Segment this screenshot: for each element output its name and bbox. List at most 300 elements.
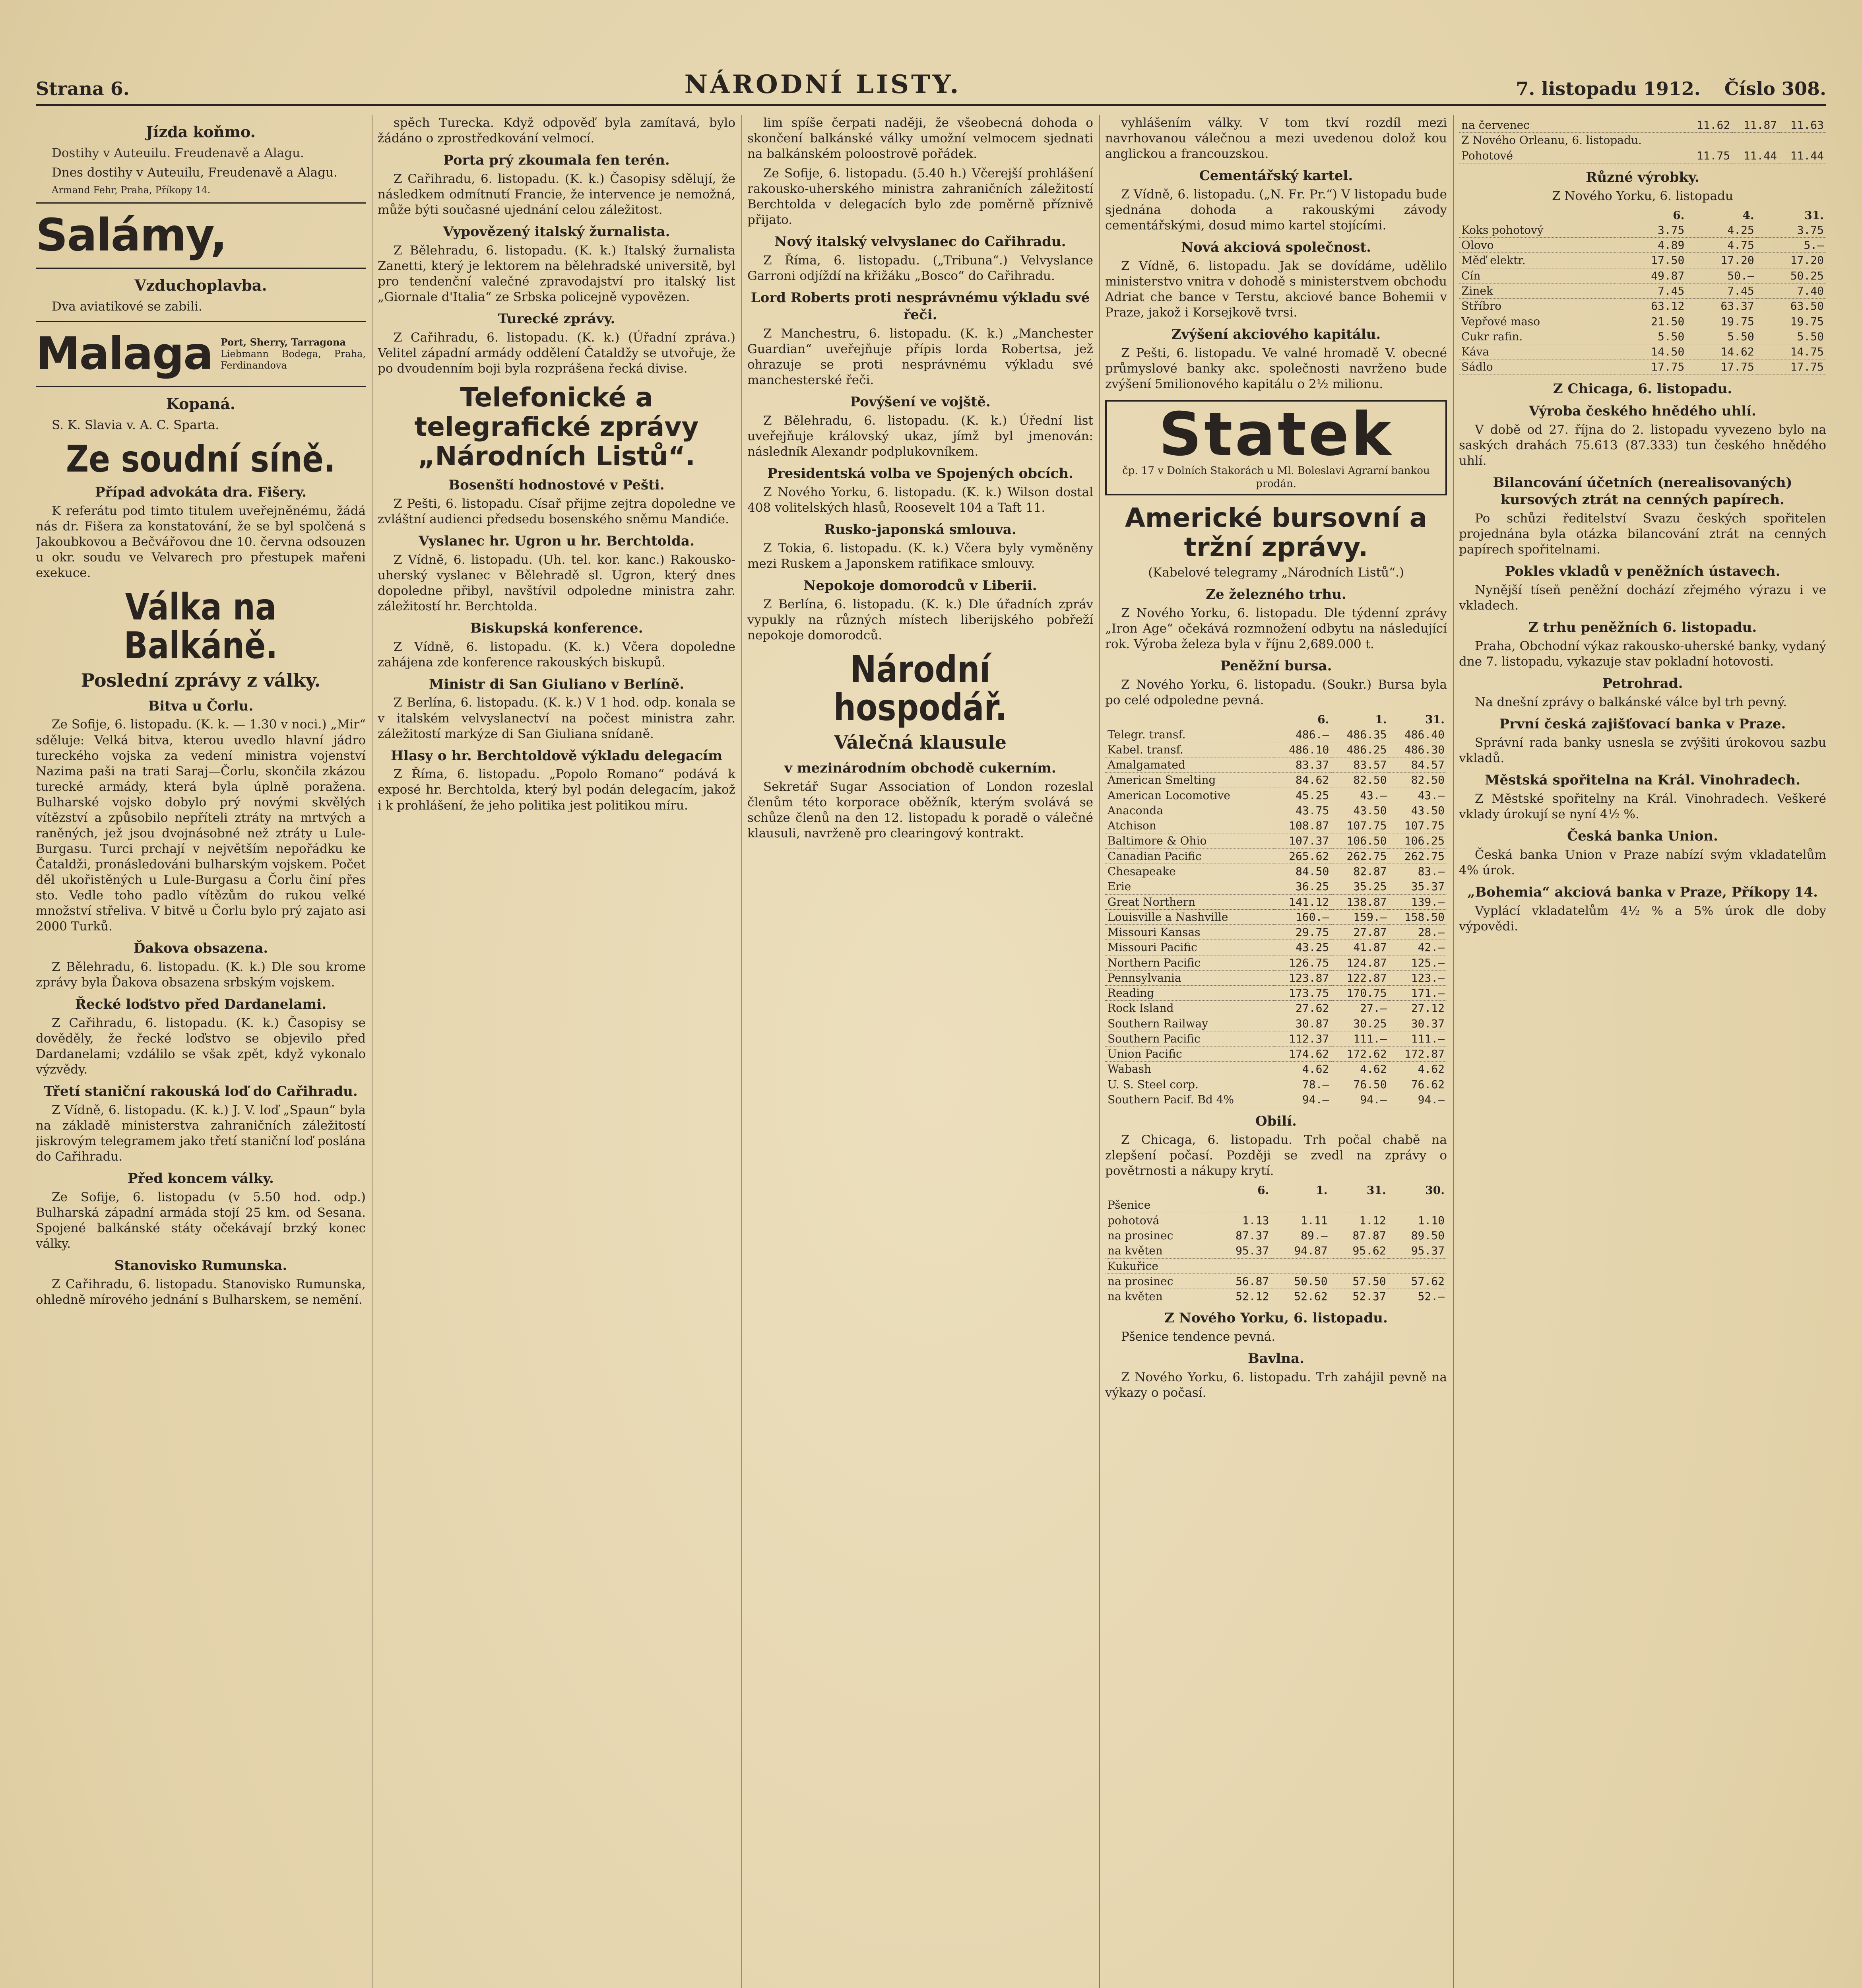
table-cell: 486.10 [1274,742,1331,757]
article-nepokoje: Z Berlína, 6. listopadu. (K. k.) Dle úřadních zpráv vypukly na různých místech liberijského pobřeží nepokoje domorodců. [747,597,1093,643]
article-novy-velvyslanec: Z Říma, 6. listopadu. („Tribuna“.) Velvyslance Garroni odjíždí na křižáku „Bosco“ do Cařihradu. [747,253,1093,283]
table-cell: 11.44 [1732,148,1779,163]
table-cell: 43.— [1389,788,1447,803]
table-cell: 21.50 [1617,314,1687,329]
table-cell: 17.20 [1687,253,1756,268]
table-row [1105,773,1447,788]
table-cell: 173.75 [1274,986,1331,1001]
table-cell [1779,133,1826,148]
table-cell: 83.— [1389,864,1447,879]
table-row [1459,359,1826,375]
table-cell: 138.87 [1331,894,1389,909]
ad-malaga-text [221,337,366,371]
article-intro-3: lim spíše čerpati naději, že všeobecná dohoda o skončení balkánské války umožní velmocem sjednati na balkánském poloostrově pořádek. [747,116,1093,161]
heading-narodni-hospodar: Národní hospodář. [833,648,1007,729]
heading-valecna-sub: v mezinárodním obchodě cukerním. [784,760,1056,777]
table-cell: 83.37 [1274,757,1331,773]
table-cell: 17.75 [1617,359,1687,375]
table-row-label: Rock Island [1105,1001,1274,1016]
table-cell: 123.87 [1274,970,1331,985]
table-cell: 50.25 [1757,268,1826,283]
table-cell: 14.62 [1687,344,1756,359]
article-mestska: Z Městské spořitelny na Král. Vinohradech. Veškeré vklady úrokují se nyní 4½ %. [1459,791,1826,821]
table-cell: 107.37 [1274,833,1331,848]
table-row-label: Olovo [1459,238,1617,253]
table-cell: 4.75 [1687,238,1756,253]
heading-zvyseni: Zvýšení akciového kapitálu. [1171,326,1381,343]
article-trh-penezni: Praha, Obchodní výkaz rakousko-uherské banky, vydaný dne 7. listopadu, vykazuje stav pokladní hotovosti. [1459,639,1826,669]
table-row [1105,742,1447,757]
table-row-label: U. S. Steel corp. [1105,1077,1274,1092]
heading-porta: Porta prý zkoumala fen terén. [443,152,670,169]
article-sofie: Ze Sofije, 6. listopadu. (5.40 h.) Včerejší prohlášení rakousko-uherského ministra zahraničních záležitostí Berchtolda v delegacích bylo zde poměrně příznivě přijato. [747,166,1093,227]
table-cell: 14.50 [1617,344,1687,359]
heading-penezni: Peněžní bursa. [1220,658,1332,674]
table-cell: 486.40 [1389,727,1447,742]
table-cell: 3.75 [1757,223,1826,238]
table-row [1459,118,1826,133]
table-cell: 94.87 [1271,1243,1330,1258]
table-row [1105,757,1447,773]
table-cell: 95.37 [1213,1243,1271,1258]
heading-petrohrad: Petrohrad. [1602,676,1683,692]
ad-malaga [36,321,366,387]
heading-bitva: Bitva u Čorlu. [148,698,254,714]
table-row-label: na květen [1105,1289,1213,1304]
article-dostihy: Dnes dostihy v Auteuilu, Freudenavě a Alagu. [52,165,337,180]
ad-fehr: Armand Fehr, Praha, Příkopy 14. [52,184,211,196]
table-cell [1389,1258,1447,1274]
article-rusko-japonska: Z Tokia, 6. listopadu. (K. k.) Včera byly vyměněny mezi Ruskem a Japonskem ratifikace smlouvy. [747,541,1093,571]
table-row-label: Great Northern [1105,894,1274,909]
table-row [1459,253,1826,268]
table-row-label: Stříbro [1459,299,1617,314]
table-row [1459,329,1826,344]
table-cell: 106.25 [1389,833,1447,848]
heading-bavlna: Bavlna. [1247,1351,1305,1367]
table-cell: 63.50 [1757,299,1826,314]
article-povyseni: Z Bělehradu, 6. listopadu. (K. k.) Úřední list uveřejňuje královský ukaz, jímž byl jmenován: následník Alexandr podplukovníkem. [747,413,1093,459]
table-row [1459,314,1826,329]
table-row [1105,970,1447,985]
table-row [1105,1062,1447,1077]
table-cell: 94.— [1389,1092,1447,1107]
table-row-label: na prosinec [1105,1274,1213,1289]
heading-novy-velvyslanec: Nový italský velvyslanec do Cařihradu. [774,234,1066,250]
table-cell: 486.30 [1389,742,1447,757]
column-2 [378,115,735,1988]
table-header-cell: 1. [1316,1184,1328,1197]
table-row-label: Cín [1459,268,1617,283]
table-cell: 56.87 [1213,1274,1271,1289]
table-cell: 43.75 [1274,803,1331,818]
table-header-cell: 4. [1742,208,1754,222]
article-vypovezeny: Z Bělehradu, 6. listopadu. (K. k.) Italský žurnalista Zanetti, který je lektorem na bělehradské universitě, byl pro tendenční valečné zpravodajství pro italský list „Giornale d'Italia“ ze Srbska policejně vypovězen. [378,243,735,305]
column-1 [36,115,366,1988]
table-row [1105,1243,1447,1258]
table-row [1105,833,1447,848]
ad-salamy [36,202,366,269]
article-vzduchoplavba: Dva aviatikové se zabili. [52,299,202,314]
table-row [1105,940,1447,955]
table-row [1105,788,1447,803]
table-cell: 30.37 [1389,1016,1447,1031]
article-bitva: Ze Sofije, 6. listopadu. (K. k. — 1.30 v noci.) „Mir“ sděluje: Velká bitva, kterou uvedlo hlavní jádro tureckého vojska za vedení ministra vojenství Nazima paši na trati Saraj—Čorlu, skončila zkázou turecké armády, která byla úplně poražena. Bulharské vojsko dobylo prý novými skvělých vítězství a způsobilo nepříteli ztráty na mrtvých a raněných, jež jsou dvojnásobné než ztráty u Lule-Burgasu. Turci prchají v největším nepořádku ke Čataldži, pronásledováni bulharským vojskem. Počet děl ukořistěných u Lule-Burgasu a Čorlu činí přes sto. Vedle toho padlo vítězům do rukou velké množství střeliva. V bitvě u Čorlu bylo prý zajato asi 2000 Turků. [36,717,366,934]
table-row-label: na květen [1105,1243,1213,1258]
products-table [1459,208,1826,375]
table-cell: 78.— [1274,1077,1331,1092]
table-cell: 87.87 [1330,1228,1389,1243]
table-cell: 30.87 [1274,1016,1331,1031]
table-row-label: Měď elektr. [1459,253,1617,268]
table-cell: 84.57 [1389,757,1447,773]
table-row-label: Chesapeake [1105,864,1274,879]
table-cell: 94.— [1274,1092,1331,1107]
column-5 [1459,115,1826,1988]
table-cell: 43.— [1331,788,1389,803]
table-header-cell [1459,208,1617,223]
table-row [1105,803,1447,818]
table-cell: 19.75 [1757,314,1826,329]
table-cell: 7.45 [1617,283,1687,299]
table-cell: 29.75 [1274,925,1331,940]
table-cell: 125.— [1389,955,1447,970]
table-cell: 123.— [1389,970,1447,985]
table-cell: 94.— [1331,1092,1389,1107]
article-bohemia: Vyplácí vkladatelům 4½ % a 5% úrok dle doby výpovědi. [1459,903,1826,934]
table-row [1105,1289,1447,1304]
table-row [1105,1198,1447,1213]
table-cell: 170.75 [1331,986,1389,1001]
article-porta: Z Cařihradu, 6. listopadu. (K. k.) Časopisy sdělují, že následkem odmítnutí Francie, že intervence je nemožná, může býti současné ujednání celou záležitost. [378,171,735,217]
heading-vyslanec: Vyslanec hr. Ugron u hr. Berchtolda. [419,533,694,549]
heading-ceska-banka: Česká banka Union. [1567,828,1718,844]
table-row [1105,1016,1447,1031]
table-row [1105,727,1447,742]
table-cell: 43.50 [1389,803,1447,818]
heading-vypovezeny: Vypovězený italský žurnalista. [443,224,670,240]
heading-obili: Obilí. [1255,1113,1297,1130]
table-row-label: Louisville a Nashville [1105,909,1274,924]
table-cell: 107.75 [1389,818,1447,833]
table-row [1105,1001,1447,1016]
ad-malaga-side: Port, Sherry, Tarragona [220,336,346,348]
table-cell [1389,1198,1447,1213]
heading-cement: Cementářský kartel. [1199,168,1353,184]
table-cell: 19.75 [1687,314,1756,329]
article-hlasy: Z Říma, 6. listopadu. „Popolo Romano“ podává k exposé hr. Berchtolda, který byl podán delegacím, jakož i k prohlášení, že jeho politika jest politikou míru. [378,767,735,813]
table-row-label: Wabash [1105,1062,1274,1077]
heading-bohemia: „Bohemia“ akciová banka v Praze, Příkopy 14. [1467,884,1818,900]
article-kopana: S. K. Slavia v. A. C. Sparta. [52,417,219,432]
table-cell: 83.57 [1331,757,1389,773]
table-row-label: Canadian Pacific [1105,848,1274,864]
article-intro-2: spěch Turecka. Když odpověď byla zamítavá, bylo žádáno o zprostředkování velmocí. [378,116,735,146]
table-row [1459,148,1826,163]
article-treti: Z Vídně, 6. listopadu. (K. k.) J. V. loď „Spaun“ byla na základě ministerstva zahraničních záležitostí jiskrovým telegramem jako třetí staniční loď poslána do Cařihradu. [36,1103,366,1164]
table-row-label: na prosinec [1105,1228,1213,1243]
article-bosenske: Z Pešti, 6. listopadu. Císař přijme zejtra dopoledne ve zvláštní audienci předsedu bosenského sněmu Mandiće. [378,496,735,526]
table-header-cell [1105,712,1274,727]
table-cell: 82.87 [1331,864,1389,879]
heading-povyseni: Povýšení ve vojště. [850,394,991,410]
table-cell: 174.62 [1274,1046,1331,1062]
article-penezni: Z Nového Yorku, 6. listopadu. (Soukr.) Bursa byla po celé odpoledne pevná. [1105,678,1447,708]
table-row-label: Koks pohotový [1459,223,1617,238]
table-cell: 124.87 [1331,955,1389,970]
table-cell: 84.62 [1274,773,1331,788]
table-row [1105,1274,1447,1289]
table-row-label: Cukr rafin. [1459,329,1617,344]
table-row [1105,986,1447,1001]
article-vyroba: V době od 27. října do 2. listopadu vyvezeno bylo na saských drahách 75.613 (87.333) tun českého hnědého uhlí. [1459,423,1826,468]
heading-telefonicke: Telefonické a telegrafické zprávy „Národních Listů“. [414,382,699,472]
ad-statek [1105,400,1447,495]
table-cell: 27.87 [1331,925,1389,940]
table-cell: 87.37 [1213,1228,1271,1243]
heading-recke: Řecké loďstvo před Dardanelami. [75,996,327,1013]
table-row-label: Káva [1459,344,1617,359]
article-ministr: Z Berlína, 6. listopadu. (K. k.) V 1 hod. odp. konala se v italském velvyslanectví na počest ministra zahr. záležitostí markýze di San Giuliana snídaně. [378,695,735,741]
table-row-label: Telegr. transf. [1105,727,1274,742]
masthead-rule [36,104,1826,106]
table-row-label: Z Nového Orleanu, 6. listopadu. [1459,133,1685,148]
table-cell: 486.— [1274,727,1331,742]
heading-presidentska-volba: Presidentská volba ve Spojených obcích. [767,466,1073,482]
table-row-label: Reading [1105,986,1274,1001]
heading-trh-penezni: Z trhu peněžních 6. listopadu. [1528,619,1757,636]
table-header-cell: 30. [1425,1184,1445,1197]
table-cell [1330,1258,1389,1274]
table-cell [1213,1258,1271,1274]
table-cell [1685,133,1732,148]
ruzne-sub: Z Nového Yorku, 6. listopadu [1552,188,1733,203]
column-divider [1453,115,1454,1988]
cotton-table [1459,118,1826,163]
table-row-label: Sádlo [1459,359,1617,375]
table-row-label: Southern Pacif. Bd 4% [1105,1092,1274,1107]
article-turecke: Z Cařihradu, 6. listopadu. (K. k.) (Úřadní zpráva.) Velitel západní armády oddělení Čataldžy se utvořuje, že po dvoudenním boji byla rozprášena řecká divise. [378,330,735,376]
article-zeleza: Z Nového Yorku, 6. listopadu. Dle týdenní zprávy „Iron Age“ očekává rozmnožení odbytu na následující rok. Výroba železa byla v říjnu 2,689.000 t. [1105,606,1447,652]
ad-malaga-word: Malaga [36,328,213,380]
table-cell: 11.75 [1685,148,1732,163]
table-cell: 139.— [1389,894,1447,909]
table-cell: 11.63 [1779,118,1826,133]
heading-rumunsko: Stanovisko Rumunska. [114,1258,287,1274]
table-row-label: pohotová [1105,1213,1213,1228]
table-row [1105,1092,1447,1107]
heading-chicago: Z Chicaga, 6. listopadu. [1553,381,1732,397]
table-row-label: Missouri Kansas [1105,925,1274,940]
table-cell [1271,1258,1330,1274]
table-cell: 28.— [1389,925,1447,940]
table-header-cell: 6. [1317,713,1329,726]
table-cell: 111.— [1331,1031,1389,1046]
table-cell: 158.50 [1389,909,1447,924]
article-lord-roberts: Z Manchestru, 6. listopadu. (K. k.) „Manchester Guardian“ uveřejňuje přípis lorda Robertsa, jež ohrazuje se proti nesprávnému výkladu své manchesterské řeči. [747,326,1093,388]
article-bilancovani: Po schůzi ředitelství Svazu českých spořitelen projednána byla otázka bilancování ztrát na cenných papírech spořitelnami. [1459,511,1826,557]
article-ceska-banka: Česká banka Union v Praze nabízí svým vkladatelům 4% úrok. [1459,847,1826,878]
table-cell: 27.62 [1274,1001,1331,1016]
heading-pred-koncem: Před koncem války. [128,1171,274,1187]
table-row [1105,1228,1447,1243]
table-cell: 30.25 [1331,1016,1389,1031]
table-cell: 43.25 [1274,940,1331,955]
table-row [1459,344,1826,359]
table-row-label: Southern Pacific [1105,1031,1274,1046]
table-cell: 262.75 [1389,848,1447,864]
table-cell: 50.— [1687,268,1756,283]
table-cell: 35.25 [1331,879,1389,894]
table-cell [1732,133,1779,148]
table-cell: 7.45 [1687,283,1756,299]
table-row [1105,848,1447,864]
heading-americke: Americké bursovní a tržní zprávy. [1125,502,1428,563]
table-row [1105,1077,1447,1092]
table-row [1105,864,1447,879]
heading-bosenske: Bosenští hodnostové v Pešti. [448,477,665,493]
column-4 [1105,115,1447,1988]
article-petrohrad: Na dnešní zprávy o balkánské válce byl trh pevný. [1475,695,1787,709]
table-header-cell: 6. [1257,1184,1269,1197]
grain-table [1105,1183,1447,1304]
table-cell: 27.— [1331,1001,1389,1016]
table-cell: 45.25 [1274,788,1331,803]
table-cell: 52.— [1389,1289,1447,1304]
article-cement: Z Vídně, 6. listopadu. („N. Fr. Pr.“) V listopadu bude sjednána dohoda a rakouskými závody cementářskými, dosud mimo kartel stojícími. [1105,187,1447,233]
heading-jizda: Jízda koňmo. [146,123,256,141]
article-dakova: Z Bělehradu, 6. listopadu. (K. k.) Dle sou krome zprávy byla Ďakova obsazena srbským vojskem. [36,959,366,990]
table-cell: 1.13 [1213,1213,1271,1228]
table-cell: 5.50 [1687,329,1756,344]
table-cell: 17.20 [1757,253,1826,268]
table-row-label: American Smelting [1105,773,1274,788]
table-cell: 126.75 [1274,955,1331,970]
masthead [36,64,1826,99]
ad-statek-word: Statek [1158,400,1394,470]
newspaper-title: NÁRODNÍ LISTY. [684,70,961,99]
table-row-label: Pennsylvania [1105,970,1274,985]
table-row [1459,133,1826,148]
table-row-label: Baltimore & Ohio [1105,833,1274,848]
article-valecna-klausule: Sekretář Sugar Association of London rozeslal členům této korporace oběžník, kterým svolává se schůze členů na den 12. listopadu k poradě o válečné klausuli, navrženě pro clearingový kontrakt. [747,779,1093,841]
table-row-label: American Locomotive [1105,788,1274,803]
table-row [1459,299,1826,314]
table-cell: 82.50 [1389,773,1447,788]
table-row-label: Anaconda [1105,803,1274,818]
table-row [1459,223,1826,238]
table-cell: 57.50 [1330,1274,1389,1289]
table-row-label: Amalgamated [1105,757,1274,773]
table-cell: 36.25 [1274,879,1331,894]
table-row [1105,818,1447,833]
table-cell: 486.35 [1331,727,1389,742]
table-row [1105,925,1447,940]
issue-info [1516,78,1826,99]
table-row [1459,283,1826,299]
heading-bilancovani: Bilancování účetních (nerealisovaných) kursových ztrát na cenných papírech. [1493,475,1792,508]
table-row-label: Kabel. transf. [1105,742,1274,757]
table-cell: 4.62 [1274,1062,1331,1077]
table-row [1105,1258,1447,1274]
table-row-label: Southern Railway [1105,1016,1274,1031]
table-cell: 35.37 [1389,879,1447,894]
issue-date: 7. listopadu 1912. [1516,78,1701,99]
table-cell: 111.— [1389,1031,1447,1046]
table-cell: 107.75 [1331,818,1389,833]
table-row-label: Union Pacific [1105,1046,1274,1062]
table-cell: 84.50 [1274,864,1331,879]
heading-vzduchoplavba: Vzduchoplavba. [134,276,267,294]
table-cell: 1.12 [1330,1213,1389,1228]
heading-pripad: Případ advokáta dra. Fišery. [95,484,307,501]
table-cell: 262.75 [1331,848,1389,864]
table-cell: 95.37 [1389,1243,1447,1258]
table-cell: 89.50 [1389,1228,1447,1243]
table-cell: 5.50 [1757,329,1826,344]
heading-zeleza: Ze železného trhu. [1206,586,1346,603]
table-cell: 89.— [1271,1228,1330,1243]
ad-salamy-word: Salámy, [36,209,227,261]
article-biskupska: Z Vídně, 6. listopadu. (K. k.) Včera dopoledne zahájena zde konference rakouských biskupů. [378,639,735,670]
heading-prvni-ceska: První česká zajišťovací banka v Praze. [1499,716,1786,732]
table-cell: 160.— [1274,909,1331,924]
table-row [1105,955,1447,970]
table-cell: 122.87 [1331,970,1389,985]
table-cell [1330,1198,1389,1213]
table-cell: 172.62 [1331,1046,1389,1062]
heading-ny2: Z Nového Yorku, 6. listopadu. [1164,1310,1388,1326]
table-cell: 11.87 [1732,118,1779,133]
table-cell: 17.50 [1617,253,1687,268]
table-cell: 7.40 [1757,283,1826,299]
table-cell: 17.75 [1687,359,1756,375]
article-jizda: Dostihy v Auteuilu. Freudenavě a Alagu. [52,146,304,160]
heading-turecke: Turecké zprávy. [498,311,615,327]
article-recke: Z Cařihradu, 6. listopadu. (K. k.) Časopisy se dověděly, že řecké loďstvo se objevilo před Dardanelami; vzdálilo se však zpět, když vykonalo výzvědy. [36,1015,366,1077]
table-header-cell: 1. [1375,713,1387,726]
table-header-cell: 31. [1804,208,1824,222]
article-obili: Z Chicaga, 6. listopadu. Trh počal chabě na zlepšení počasí. Později se zvedl na zprávy o povětrnosti a nákupy krytí. [1105,1133,1447,1178]
table-cell: 57.62 [1389,1274,1447,1289]
table-cell [1213,1198,1271,1213]
table-row [1105,909,1447,924]
table-cell: 14.75 [1757,344,1826,359]
table-cell: 43.50 [1331,803,1389,818]
article-ny2: Pšenice tendence pevná. [1121,1330,1276,1344]
article-nova-akciova: Z Vídně, 6. listopadu. Jak se dovídáme, udělilo ministerstvo vnitra v dohodě s ministerstvem obchodu Adriat che bance v Terstu, akciové bance Bohemii v Praze, jakož i Korsejkově tvrsi. [1105,258,1447,320]
heading-valecna-klausule: Válečná klausule [834,732,1007,753]
heading-ministr: Ministr di San Giuliano v Berlíně. [429,676,685,692]
table-cell: 17.75 [1757,359,1826,375]
heading-rusko-japonska: Rusko-japonská smlouva. [824,521,1016,538]
article-pripad: K referátu pod timto titulem uveřejněnému, žádá nás dr. Fišera za konstatování, že se byl spolčená s Jakoubkovou a Bečvářovou dne 10. června odsouzen u okr. soudu ve Velvarech pro přestupek mařeni exekuce. [36,504,366,580]
table-row-label: Missouri Pacific [1105,940,1274,955]
table-cell: 4.62 [1331,1062,1389,1077]
article-bavlna: Z Nového Yorku, 6. listopadu. Trh zahájil pevně na výkazy o počasí. [1105,1370,1447,1400]
table-cell: 171.— [1389,986,1447,1001]
table-row-label: Pohotové [1459,148,1685,163]
table-cell: 76.62 [1389,1077,1447,1092]
heading-biskupska: Biskupská konference. [470,620,643,636]
table-row [1105,894,1447,909]
table-row [1105,1213,1447,1228]
heading-hlasy: Hlasy o hr. Berchtoldově výkladu delegacím [391,747,722,764]
table-row-label: Zinek [1459,283,1617,299]
table-cell: 63.37 [1687,299,1756,314]
table-cell: 265.62 [1274,848,1331,864]
heading-treti: Třetí staniční rakouská loď do Cařihradu. [44,1083,358,1100]
